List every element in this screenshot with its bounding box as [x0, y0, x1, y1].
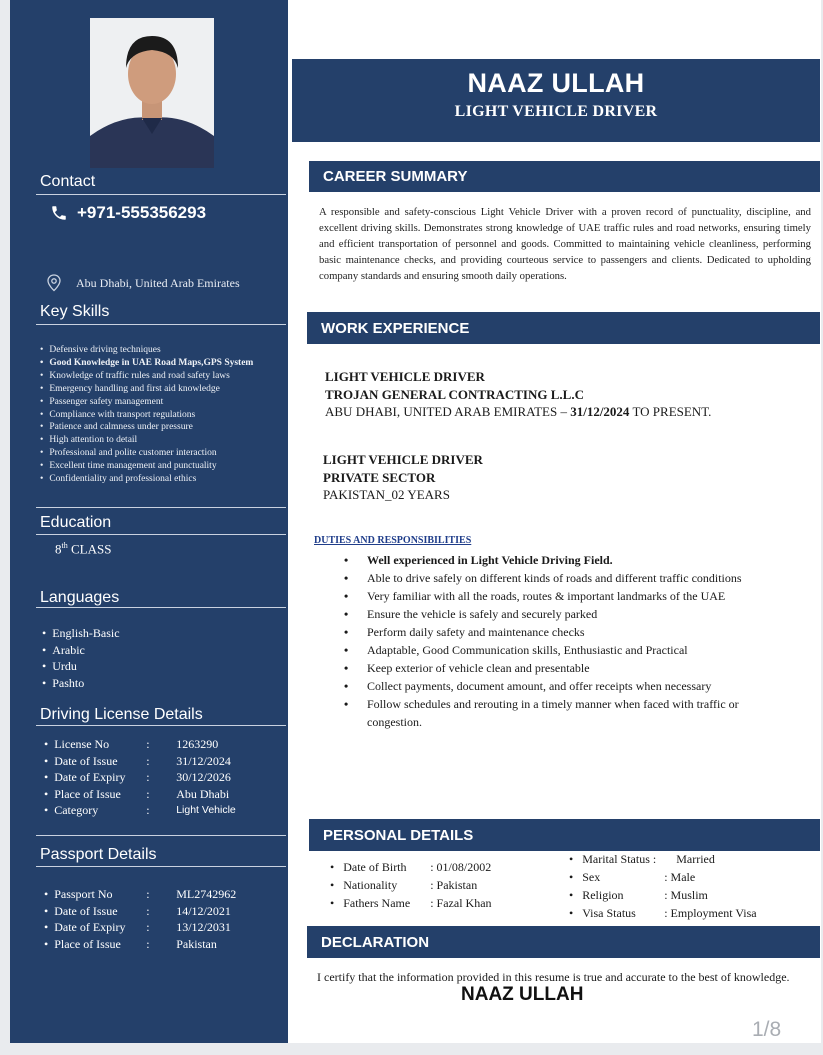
list-item: • Compliance with transport regulations [40, 409, 253, 422]
list-item: • Follow schedules and rerouting in a timely manner when faced with traffic or congestion. [344, 695, 744, 731]
list-item: • Fathers Name : Fazal Khan [330, 894, 492, 912]
job-title: LIGHT VEHICLE DRIVER [325, 369, 485, 384]
divider [36, 607, 286, 608]
list-item: • Urdu [42, 658, 120, 675]
job-location: PAKISTAN_02 YEARS [323, 487, 450, 502]
address [46, 274, 240, 292]
phone-number [50, 203, 206, 223]
contact-heading: Contact [40, 173, 96, 190]
table-row: • Date of Expiry : 30/12/2026 [44, 769, 236, 786]
divider [36, 194, 286, 195]
list-item: • Professional and polite customer interaction [40, 447, 253, 460]
list-item: • Able to drive safely on different kinds of roads and different traffic conditions [344, 569, 744, 587]
list-item: • Nationality : Pakistan [330, 876, 492, 894]
list-item: • Visa Status : Employment Visa [569, 904, 757, 922]
job-entry [323, 451, 483, 504]
duties-heading: DUTIES AND RESPONSIBILITIES [314, 535, 472, 546]
table-row: • License No : 1263290 [44, 736, 236, 753]
list-item: • Keep exterior of vehicle clean and presentable [344, 659, 744, 677]
list-item: • Adaptable, Good Communication skills, Enthusiastic and Practical [344, 641, 744, 659]
section-heading-summary: CAREER SUMMARY [309, 161, 820, 192]
candidate-name: NAAZ ULLAH [467, 68, 645, 98]
list-item: • Excellent time management and punctuality [40, 460, 253, 473]
list-item: • Very familiar with all the roads, routes & important landmarks of the UAE [344, 587, 744, 605]
languages-list [42, 625, 120, 691]
job-company: PRIVATE SECTOR [323, 469, 436, 485]
list-item: • Defensive driving techniques [40, 344, 253, 357]
languages-heading: Languages [40, 589, 120, 606]
education-heading: Education [40, 514, 112, 531]
divider [36, 507, 286, 508]
career-summary-text: A responsible and safety-conscious Light Vehicle Driver with a proven record of punctuality, discipline, and excellent driving skills. Demonstrates strong knowledge of UAE traffic rules and road networks, ensuring timely and efficient transportation of personnel and goods. Committed to maintaining vehicle cleanliness, performing basic maintenance checks, and providing courteous service to passengers and clients. Dedicated to upholding company standards and ensuring smooth daily operations. [319, 206, 811, 282]
passport-heading: Passport Details [40, 846, 157, 863]
name-banner [292, 59, 820, 142]
location-pin-icon [46, 274, 62, 292]
divider [36, 835, 286, 836]
skills-heading: Key Skills [40, 303, 110, 320]
education-value: 8th CLASS [55, 541, 112, 557]
list-item: • Patience and calmness under pressure [40, 421, 253, 434]
license-heading: Driving License Details [40, 706, 203, 723]
list-item: • Collect payments, document amount, and offer receipts when necessary [344, 677, 744, 695]
list-item: • Ensure the vehicle is safely and securely parked [344, 605, 744, 623]
table-row: • Place of Issue : Pakistan [44, 936, 236, 953]
list-item: • Well experienced in Light Vehicle Driving Field. [344, 551, 744, 569]
table-row: • Date of Expiry : 13/12/2031 [44, 919, 236, 936]
list-item: • English-Basic [42, 625, 120, 642]
list-item: • Perform daily safety and maintenance checks [344, 623, 744, 641]
job-title: LIGHT VEHICLE DRIVER [323, 452, 483, 467]
list-item: • Religion : Muslim [569, 886, 757, 904]
divider [36, 534, 286, 535]
table-row: • Passport No : ML2742962 [44, 886, 236, 903]
section-heading-declaration: DECLARATION [307, 926, 820, 958]
personal-details-left [330, 858, 492, 912]
table-row: • Category : Light Vehicle [44, 802, 236, 819]
phone-icon [50, 204, 68, 222]
candidate-title: LIGHT VEHICLE DRIVER [454, 103, 658, 120]
divider [36, 866, 286, 867]
section-heading-personal: PERSONAL DETAILS [309, 819, 820, 851]
job-entry [325, 368, 711, 421]
list-item: • Marital Status : Married [569, 850, 757, 868]
signature: NAAZ ULLAH [461, 984, 584, 1005]
table-row: • Date of Issue : 14/12/2021 [44, 903, 236, 920]
address-text: Abu Dhabi, United Arab Emirates [76, 275, 240, 290]
list-item: • Passenger safety management [40, 396, 253, 409]
list-item: • Arabic [42, 642, 120, 659]
section-heading-experience: WORK EXPERIENCE [307, 312, 820, 344]
list-item: • Pashto [42, 675, 120, 692]
divider [36, 725, 286, 726]
license-details [44, 736, 236, 819]
list-item: • High attention to detail [40, 434, 253, 447]
duties-list [344, 551, 744, 731]
list-item: • Emergency handling and first aid knowledge [40, 383, 253, 396]
sidebar [10, 0, 288, 1043]
declaration-text: I certify that the information provided in this resume is true and accurate to the best of knowledge. [317, 970, 790, 984]
profile-photo [90, 18, 214, 168]
list-item: • Knowledge of traffic rules and road safety laws [40, 370, 253, 383]
list-item: • Confidentiality and professional ethics [40, 473, 253, 486]
divider [36, 324, 286, 325]
personal-details-right [569, 850, 757, 922]
job-company: TROJAN GENERAL CONTRACTING L.L.C [325, 386, 584, 402]
skills-list [40, 344, 253, 486]
passport-details [44, 886, 236, 952]
list-item: • Good Knowledge in UAE Road Maps,GPS System [40, 357, 253, 370]
phone-text: +971-555356293 [77, 203, 207, 222]
list-item: • Sex : Male [569, 868, 757, 886]
resume-page [10, 0, 821, 1043]
list-item: • Date of Birth : 01/08/2002 [330, 858, 492, 876]
table-row: • Place of Issue : Abu Dhabi [44, 786, 236, 803]
job-location: ABU DHABI, UNITED ARAB EMIRATES – 31/12/2024 TO PRESENT. [325, 404, 712, 419]
table-row: • Date of Issue : 31/12/2024 [44, 753, 236, 770]
page-indicator: 1/8 [752, 1018, 782, 1041]
